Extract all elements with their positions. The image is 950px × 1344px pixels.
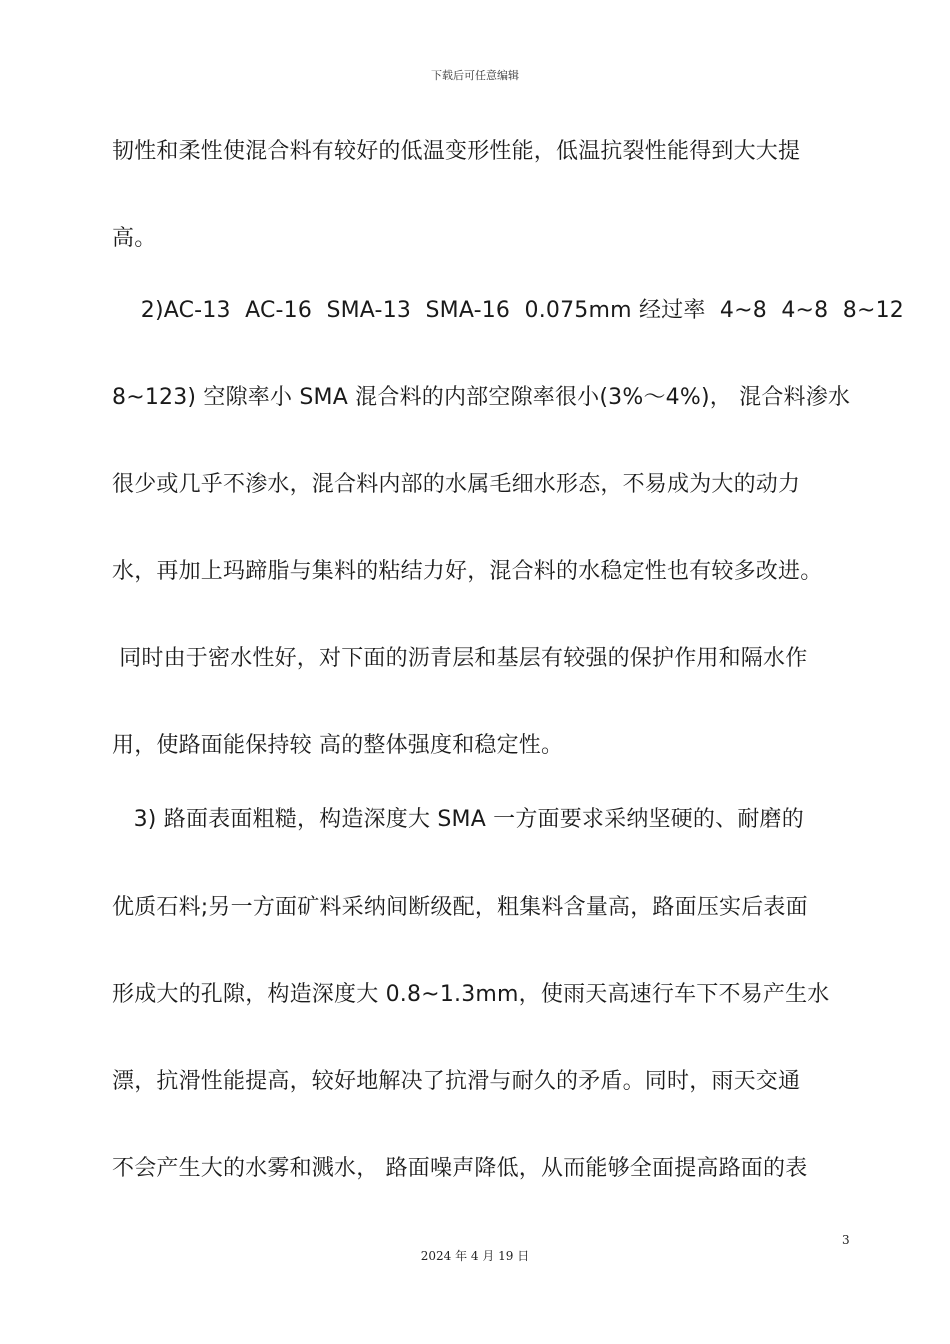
body-line-5: 很少或几乎不渗水，混合料内部的水属毛细水形态，不易成为大的动力 <box>112 472 801 497</box>
page-header: 下载后可任意编辑 <box>431 69 519 82</box>
body-line-9: 3) 路面表面粗糙，构造深度大 SMA 一方面要求采纳坚硬的、耐磨的 <box>112 807 804 832</box>
body-line-6: 水，再加上玛蹄脂与集料的粘结力好，混合料的水稳定性也有较多改进。 <box>112 559 823 584</box>
body-line-3: 2)AC-13 AC-16 SMA-13 SMA-16 0.075mm 经过率 4~8 4~8 8~12 <box>112 298 904 323</box>
body-line-8: 用，使路面能保持较 高的整体强度和稳定性。 <box>112 733 564 758</box>
footer-date: 2024 年 4 月 19 日 <box>420 1249 530 1263</box>
body-line-7: 同时由于密水性好，对下面的沥青层和基层有较强的保护作用和隔水作 <box>112 646 808 671</box>
body-line-13: 不会产生大的水雾和溅水， 路面噪声降低，从而能够全面提高路面的表 <box>112 1156 808 1181</box>
body-line-4: 8~123) 空隙率小 SMA 混合料的内部空隙率很小(3%～4%)， 混合料渗水 <box>112 385 851 410</box>
body-line-2: 高。 <box>112 226 157 251</box>
body-line-10: 优质石料;另一方面矿料采纳间断级配，粗集料含量高，路面压实后表面 <box>112 895 808 920</box>
body-line-1: 韧性和柔性使混合料有较好的低温变形性能，低温抗裂性能得到大大提 <box>112 139 801 164</box>
body-line-12: 漂，抗滑性能提高，较好地解决了抗滑与耐久的矛盾。同时，雨天交通 <box>112 1069 801 1094</box>
page-number: 3 <box>842 1233 850 1247</box>
body-line-11: 形成大的孔隙，构造深度大 0.8~1.3mm，使雨天高速行车下不易产生水 <box>112 982 830 1007</box>
